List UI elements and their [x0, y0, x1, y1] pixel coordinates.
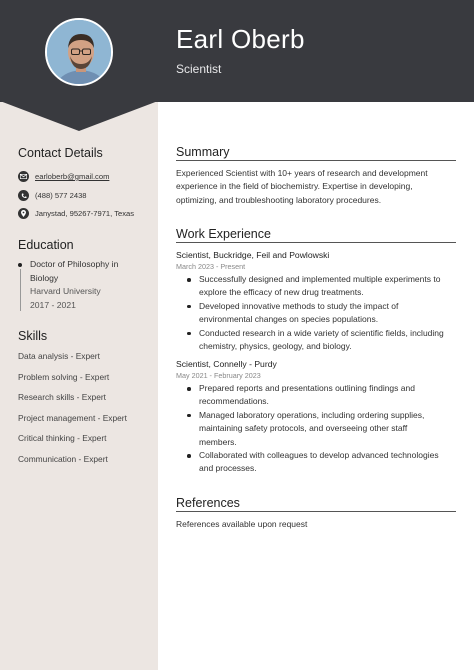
references-text: References available upon request	[176, 519, 308, 529]
bullet-line: members.	[199, 436, 237, 447]
candidate-title: Scientist	[176, 62, 222, 76]
candidate-name: Earl Oberb	[176, 24, 305, 54]
bullet-line: Conducted research in a wide variety of scientific fields, including	[199, 327, 444, 338]
summary-divider	[176, 160, 456, 161]
job-bullet	[187, 409, 457, 449]
education-degree-line2: Biology	[30, 272, 59, 283]
education-years: 2017 - 2021	[30, 299, 76, 310]
job-bullet	[187, 273, 457, 300]
bullet-line: and processes.	[199, 463, 257, 474]
skill-item: Data analysis - Expert	[18, 351, 100, 361]
job-title: Scientist, Connelly - Purdy	[176, 359, 277, 369]
bullet-line: recommendations.	[199, 396, 269, 407]
contact-email[interactable]: earloberb@gmail.com	[35, 172, 110, 181]
experience-divider	[176, 242, 456, 243]
timeline-dot	[18, 263, 22, 267]
bullet-line: Successfully designed and implemented multiple experiments to	[199, 274, 441, 284]
contact-address: Janystad, 95267-7971, Texas	[35, 209, 135, 218]
contact-address-row	[18, 208, 134, 219]
job-bullets	[187, 273, 457, 353]
summary-line: experience in the field of biochemistry. Expertise in developing,	[176, 181, 413, 192]
job-title: Scientist, Buckridge, Feil and Powlowski	[176, 250, 330, 260]
skill-item: Critical thinking - Expert	[18, 433, 107, 443]
skill-item: Communication - Expert	[18, 454, 108, 464]
skill-item: Project management - Expert	[18, 413, 127, 423]
location-icon	[18, 208, 29, 219]
references-heading: References	[176, 496, 240, 510]
job-bullet	[187, 327, 457, 354]
summary-line: optimizing, and troubleshooting laboratory procedures.	[176, 194, 382, 205]
profile-photo	[45, 18, 113, 86]
education-school: Harvard University	[30, 286, 101, 296]
references-divider	[176, 511, 456, 512]
job-bullet	[187, 300, 457, 327]
header-chevron	[0, 101, 158, 131]
sidebar	[0, 102, 158, 670]
summary-text	[176, 167, 456, 207]
job-bullet	[187, 449, 457, 476]
bullet-line: chemistry, physics, geology, and biology.	[199, 341, 352, 352]
skills-heading: Skills	[18, 329, 48, 343]
education-heading: Education	[18, 238, 74, 252]
job-dates: March 2023 - Present	[176, 262, 246, 271]
timeline-line	[20, 269, 21, 311]
skill-item: Problem solving - Expert	[18, 372, 110, 382]
skill-item: Research skills - Expert	[18, 392, 106, 402]
bullet-line: maintaining safety protocols, and overseeing other staff	[199, 423, 408, 434]
summary-heading: Summary	[176, 145, 230, 159]
job-bullet	[187, 382, 457, 409]
job-bullets	[187, 382, 457, 476]
contact-email-row[interactable]	[18, 171, 109, 182]
contact-phone-row	[18, 190, 87, 201]
contact-phone: (488) 577 2438	[35, 191, 87, 200]
bullet-line: environmental changes on species populations.	[199, 314, 379, 325]
experience-heading: Work Experience	[176, 227, 271, 241]
bullet-line: Prepared reports and presentations outlining findings and	[199, 383, 415, 393]
contact-heading: Contact Details	[18, 146, 103, 160]
email-icon	[18, 171, 29, 182]
education-degree-line1: Doctor of Philosophy in	[30, 259, 119, 269]
phone-icon	[18, 190, 29, 201]
bullet-line: Collaborated with colleagues to develop advanced technologies	[199, 450, 439, 461]
summary-line: Experienced Scientist with 10+ years of research and development	[176, 168, 428, 178]
bullet-line: explore the efficacy of new drug treatments.	[199, 287, 364, 298]
bullet-line: Managed laboratory operations, including ordering supplies,	[199, 409, 425, 420]
job-dates: May 2021 - February 2023	[176, 371, 261, 380]
bullet-line: Developed innovative methods to study the impact of	[199, 300, 399, 311]
